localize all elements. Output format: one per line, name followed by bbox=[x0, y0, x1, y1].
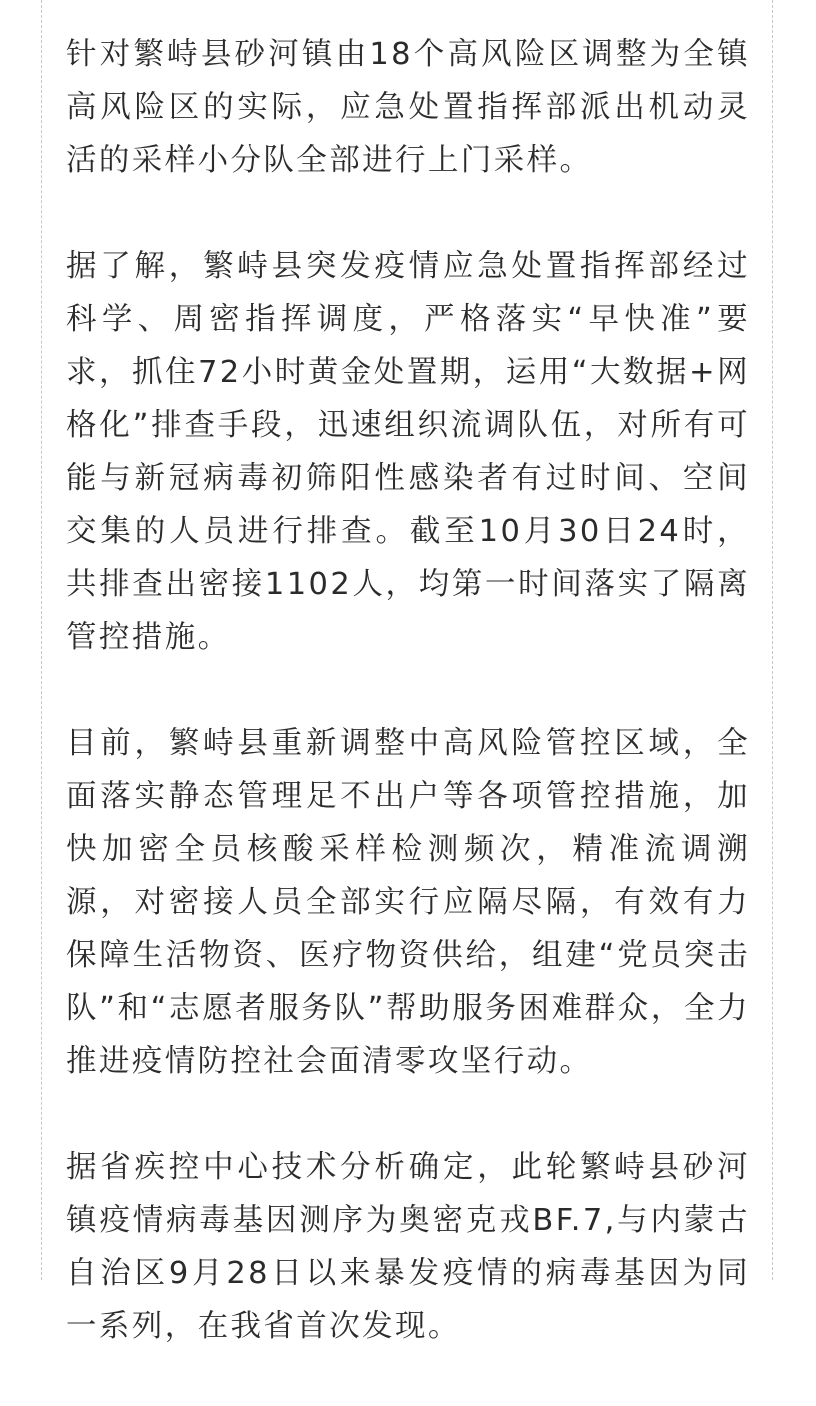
paragraph-contact-tracing: 据了解，繁峙县突发疫情应急处置指挥部经过科学、周密指挥调度，严格落实“早快准”要求，抓住72小时黄金处置期，运用“大数据+网格化”排查手段，迅速组织流调队伍，对所有可能与新冠病毒初筛阳性感染者有过时间、空间交集的人员进行排查。截至10月30日24时，共排查出密接1102人，均第一时间落实了隔离管控措施。 bbox=[66, 249, 750, 655]
paragraph-control-measures: 目前，繁峙县重新调整中高风险管控区域，全面落实静态管理足不出户等各项管控措施，加快加密全员核酸采样检测频次，精准流调溯源，对密接人员全部实行应隔尽隔，有效有力保障生活物资、医疗物资供给，组建“党员突击队”和“志愿者服务队”帮助服务困难群众，全力推进疫情防控社会面清零攻坚行动。 bbox=[66, 726, 750, 1079]
paragraph-gene-sequencing: 据省疾控中心技术分析确定，此轮繁峙县砂河镇疫情病毒基因测序为奥密克戎BF.7,与内蒙古自治区9月28日以来暴发疫情的病毒基因为同一系列，在我省首次发现。 bbox=[66, 1150, 750, 1344]
paragraph-sampling: 针对繁峙县砂河镇由18个高风险区调整为全镇高风险区的实际，应急处置指挥部派出机动灵活的采样小分队全部进行上门采样。 bbox=[66, 37, 750, 178]
right-dashed-border bbox=[772, 0, 773, 1280]
left-dashed-border bbox=[41, 0, 42, 1280]
article-body bbox=[66, 28, 750, 1406]
